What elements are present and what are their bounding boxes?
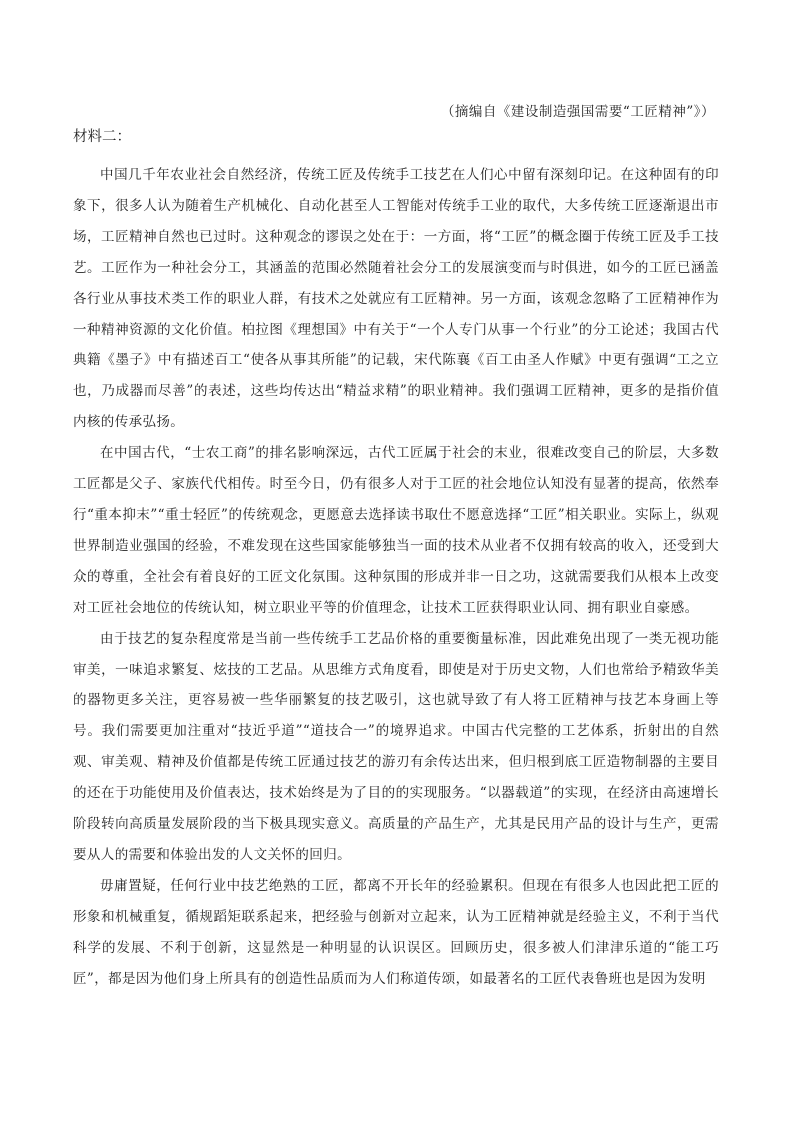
paragraph-1: 中国几千年农业社会自然经济，传统工匠及传统手工技艺在人们心中留有深刻印记。在这种固有的印象下，很多人认为随着生产机械化、自动化甚至人工智能对传统手工业的取代，大多传统工匠逐渐退出市场，工匠精神自然也已过时。这种观念的谬误之处在于：一方面，将“工匠”的概念圈于传统工匠及手工技艺。工匠作为一种社会分工，其涵盖的范围必然随着社会分工的发展演变而与时俱进，如今的工匠已涵盖各行业从事技术类工作的职业人群，有技术之处就应有工匠精神。另一方面，该观念忽略了工匠精神作为一种精神资源的文化价值。柏拉图《理想国》中有关于“一个人专门从事一个行业”的分工论述；我国古代典籍《墨子》中有描述百工“使各从事其所能”的记载，宋代陈襄《百工由圣人作赋》中更有强调“工之立也，乃成器而尽善”的表述，这些均传达出“精益求精”的职业精神。我们强调工匠精神，更多的是指价值内核的传承弘扬。 bbox=[73, 167, 719, 431]
section-heading: 材料二： bbox=[73, 129, 131, 145]
source-note: （摘编自《建设制造强国需要“工匠精神”》） bbox=[440, 104, 715, 120]
paragraph-2: 在中国古代，“士农工商”的排名影响深远，古代工匠属于社会的末业，很难改变自己的阶层，大多数工匠都是父子、家族代代相传。时至今日，仍有很多人对于工匠的社会地位认知没有显著的提高，依然奉行“重本抑末”“重士轻匠”的传统观念，更愿意去选择读书取仕不愿意选择“工匠”相关职业。实际上，纵观世界制造业强国的经验，不难发现在这些国家能够独当一面的技术从业者不仅拥有较高的收入，还受到大众的尊重，全社会有着良好的工匠文化氛围。这种氛围的形成并非一日之功，这就需要我们从根本上改变对工匠社会地位的传统认知，树立职业平等的价值理念，让技术工匠获得职业认同、拥有职业自豪感。 bbox=[73, 445, 719, 616]
article-body bbox=[73, 160, 719, 994]
paragraph-4: 毋庸置疑，任何行业中技艺绝熟的工匠，都离不开长年的经验累积。但现在有很多人也因此把工匠的形象和机械重复，循规蹈矩联系起来，把经验与创新对立起来，认为工匠精神就是经验主义，不利于当代科学的发展、不利于创新，这显然是一种明显的认识误区。回顾历史，很多被人们津津乐道的“能工巧匠”，都是因为他们身上所具有的创造性品质而为人们称道传颂，如最著名的工匠代表鲁班也是因为发明 bbox=[73, 877, 719, 987]
paragraph-3: 由于技艺的复杂程度常是当前一些传统手工艺品价格的重要衡量标准，因此难免出现了一类无视功能审美，一味追求繁复、炫技的工艺品。从思维方式角度看，即使是对于历史文物，人们也常给予精致华美的器物更多关注，更容易被一些华丽繁复的技艺吸引，这也就导致了有人将工匠精神与技艺本身画上等号。我们需要更加注重对“技近乎道”“道技合一”的境界追求。中国古代完整的工艺体系，折射出的自然观、审美观、精神及价值都是传统工匠通过技艺的游刃有余传达出来，但归根到底工匠造物制器的主要目的还在于功能使用及价值表达，技术始终是为了目的的实现服务。“以器载道”的实现，在经济由高速增长阶段转向高质量发展阶段的当下极具现实意义。高质量的产品生产，尤其是民用产品的设计与生产，更需要从人的需要和体验出发的人文关怀的回归。 bbox=[73, 630, 719, 863]
